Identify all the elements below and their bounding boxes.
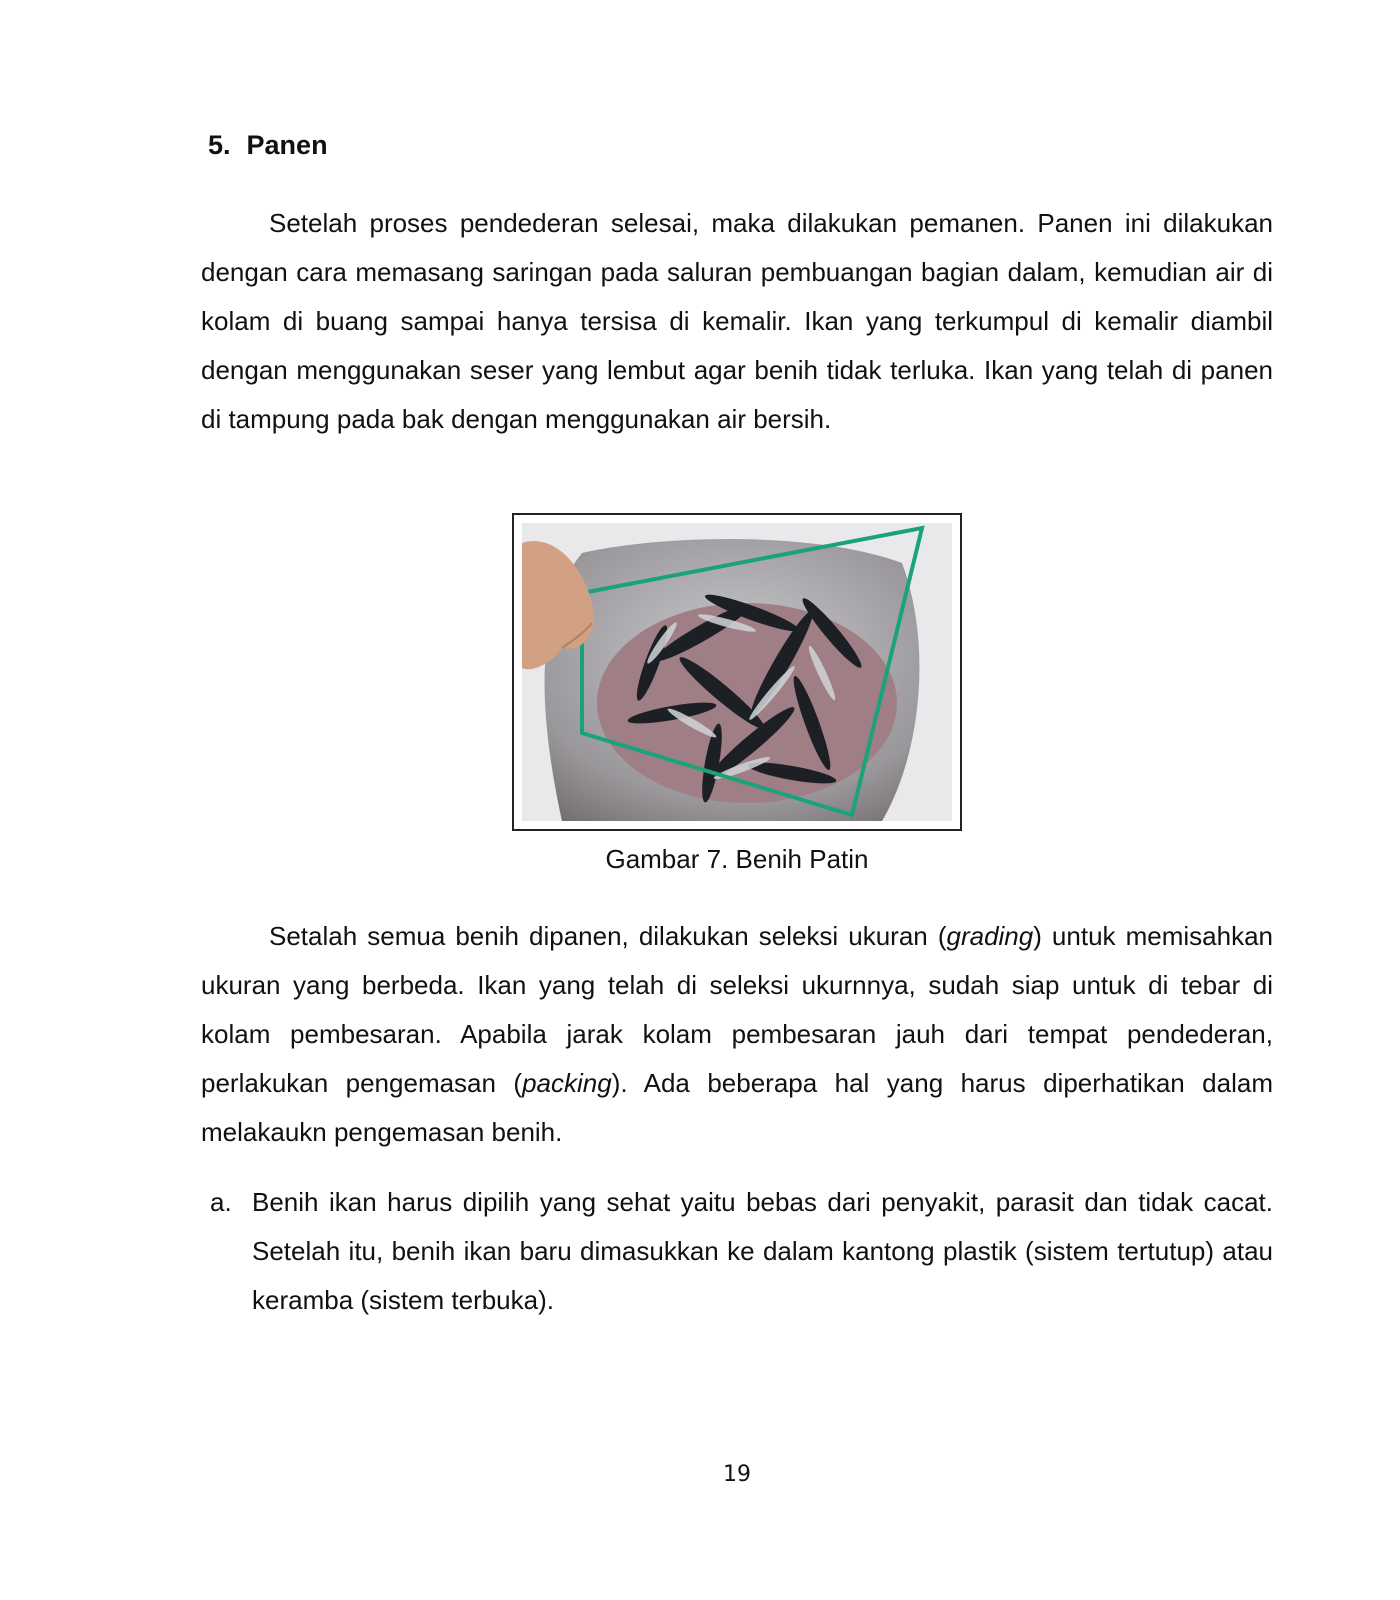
fish-fry-photo: [522, 523, 952, 821]
section-number: 5.: [208, 130, 231, 160]
list-item: [210, 1178, 1273, 1325]
paragraph-grading-part3: ). Ada beberapa hal yang harus diperhatikan dalam melakaukn pengemasan benih.: [201, 1068, 1273, 1147]
figure-caption: Gambar 7. Benih Patin: [605, 844, 869, 874]
page-number: 19: [723, 1462, 751, 1487]
section-heading: [208, 130, 328, 161]
section-title: Panen: [246, 130, 328, 160]
list-item-text: Benih ikan harus dipilih yang sehat yaitu bebas dari penyakit, parasit dan tidak cacat. Setelah itu, benih ikan baru dimasukkan ke dalam kantong plastik (sistem tertutup) atau keramba (sistem terbuka).: [252, 1187, 1273, 1315]
paragraph-harvest: Setelah proses pendederan selesai, maka dilakukan pemanen. Panen ini dilakukan dengan cara memasang saringan pada saluran pembuangan bagian dalam, kemudian air di kolam di buang sampai hanya tersisa di kemalir. Ikan yang terkumpul di kemalir diambil dengan menggunakan seser yang lembut agar benih tidak terluka. Ikan yang telah di panen di tampung pada bak dengan menggunakan air bersih.: [201, 208, 1273, 434]
list-marker: a.: [210, 1187, 232, 1217]
paragraph-grading-part1: Setalah semua benih dipanen, dilakukan seleksi ukuran (: [269, 921, 947, 951]
paragraph-grading-part2: ) untuk memisahkan ukuran yang berbeda. Ikan yang telah di seleksi ukurnnya, sudah siap untuk di tebar di kolam pembesaran. Apabila jarak kolam pembesaran jauh dari tempat pendederan, perlakukan pengemasan (: [201, 921, 1273, 1098]
requirements-list: [210, 1178, 1273, 1325]
figure-frame: [512, 513, 962, 831]
term-packing: packing: [522, 1068, 612, 1098]
term-grading: grading: [946, 921, 1034, 951]
paragraph-grading: [201, 912, 1273, 1157]
